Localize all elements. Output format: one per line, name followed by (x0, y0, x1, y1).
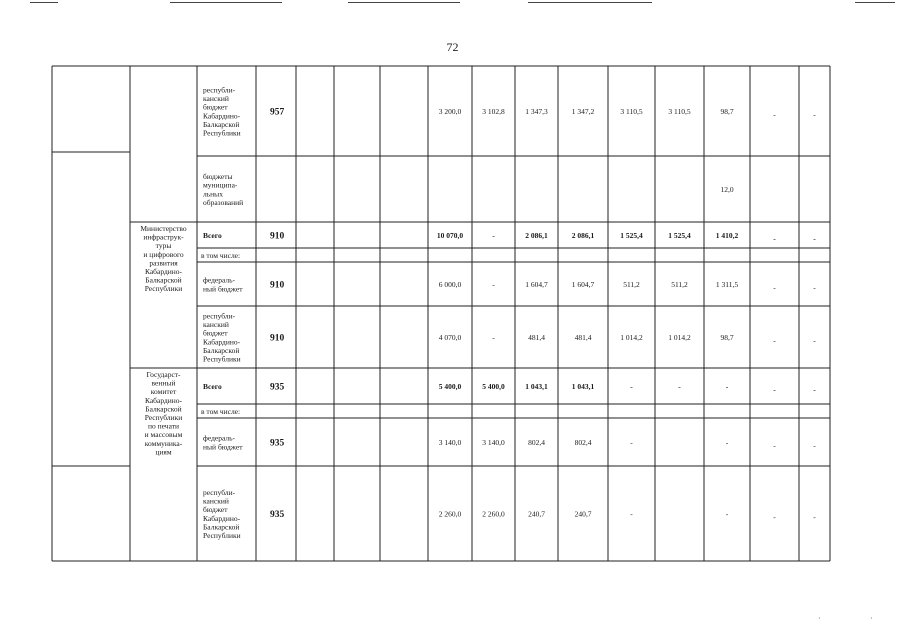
source-label: образований (203, 197, 244, 207)
organization-name: Кабардино- (144, 395, 183, 405)
amount-cell: - (813, 512, 816, 522)
source-label: Республики (203, 531, 241, 540)
amount-cell: 802,4 (528, 438, 545, 447)
amount-cell: 1 014,2 (620, 333, 643, 342)
source-label: Балкарской (203, 119, 240, 129)
amount-cell: 2 086,1 (525, 231, 548, 240)
source-label: в том числе: (201, 251, 241, 260)
amount-cell: - (492, 333, 495, 342)
source-label: Кабардино- (203, 337, 241, 347)
amount-cell: 240,7 (574, 509, 592, 519)
amount-cell: 10 070,0 (436, 231, 464, 240)
amount-cell: 98,7 (720, 333, 734, 342)
scan-mark: · (818, 614, 821, 623)
organization-name: туры (155, 241, 172, 251)
organization-name: развития (149, 258, 178, 268)
amount-cell: - (773, 441, 776, 450)
organization-name: Балкарской (145, 404, 182, 414)
source-label: республи- (203, 488, 236, 497)
amount-cell: - (813, 110, 816, 119)
amount-cell: - (630, 382, 633, 391)
amount-cell: 1 525,4 (668, 231, 691, 240)
amount-cell: - (813, 336, 816, 345)
amount-cell: - (813, 385, 816, 394)
budget-code: 935 (270, 438, 285, 449)
budget-code: 935 (270, 510, 285, 520)
amount-cell: - (725, 509, 729, 519)
amount-cell: 511,2 (671, 280, 688, 289)
amount-cell: - (725, 382, 729, 391)
amount-cell: 511,2 (623, 280, 640, 289)
source-label: канский (203, 496, 229, 506)
organization-name: Государст- (146, 370, 181, 379)
organization-name: и цифрового (143, 249, 184, 259)
amount-cell: 1 311,5 (715, 280, 739, 289)
budget-code: 910 (270, 333, 285, 344)
source-label: бюджет (203, 505, 228, 515)
organization-name: Республики (144, 284, 183, 294)
organization-name: венный (151, 378, 176, 388)
amount-cell: 3 110,5 (668, 107, 691, 116)
scan-mark: · (870, 614, 873, 623)
amount-cell: - (773, 234, 776, 243)
organization-name: Балкарской (145, 275, 182, 285)
amount-cell: - (813, 234, 816, 243)
source-label: Всего (203, 382, 222, 391)
budget-code: 910 (270, 280, 285, 291)
amount-cell: 5 400,0 (482, 382, 505, 391)
amount-cell: 1 014,2 (668, 333, 691, 342)
amount-cell: - (678, 382, 681, 391)
amount-cell: 1 043,1 (571, 382, 595, 391)
budget-code: 935 (270, 382, 285, 393)
source-label: Республики (203, 128, 241, 138)
source-label: федераль- (203, 275, 236, 285)
amount-cell: - (773, 512, 776, 522)
amount-cell: 3 102,8 (482, 107, 505, 116)
amount-cell: 481,4 (574, 333, 592, 342)
amount-cell: 240,7 (528, 509, 545, 519)
amount-cell: 6 000,0 (438, 280, 462, 289)
amount-cell: 2 260,0 (482, 509, 505, 519)
amount-cell: 802,4 (574, 438, 592, 447)
organization-name: по печати (148, 421, 179, 431)
source-label: бюджеты (203, 172, 233, 182)
amount-cell: 2 086,1 (571, 231, 595, 240)
amount-cell: 12,0 (720, 185, 734, 194)
amount-cell: 5 400,0 (438, 382, 462, 391)
amount-cell: 3 140,0 (482, 438, 505, 447)
source-label: канский (203, 94, 229, 104)
amount-cell: - (773, 283, 776, 292)
amount-cell: 3 110,5 (620, 107, 643, 116)
amount-cell: 1 410,2 (715, 231, 739, 240)
organization-name: и массовым (144, 430, 183, 440)
source-label: Балкарской (203, 345, 240, 355)
organization-name: Кабардино- (144, 267, 183, 276)
amount-cell: 1 043,1 (525, 382, 548, 391)
amount-cell: 481,4 (528, 333, 545, 342)
amount-cell: - (725, 438, 729, 447)
amount-cell: 1 347,3 (525, 107, 548, 116)
source-label: в том числе: (201, 407, 241, 416)
amount-cell: - (630, 509, 633, 519)
amount-cell: - (813, 441, 816, 450)
source-label: Кабардино- (203, 111, 241, 121)
source-label: федераль- (203, 433, 236, 443)
amount-cell: 2 260,0 (438, 509, 462, 519)
amount-cell: 1 525,4 (620, 231, 643, 240)
source-label: льных (203, 189, 223, 199)
page-number: 72 (446, 40, 459, 54)
budget-code: 910 (270, 231, 285, 242)
amount-cell: - (813, 283, 816, 292)
source-label: канский (203, 320, 229, 330)
amount-cell: 98,7 (720, 107, 734, 116)
source-label: Балкарской (203, 522, 240, 532)
source-label: муниципа- (203, 180, 238, 190)
amount-cell: - (773, 385, 776, 394)
organization-name: комитет (150, 387, 177, 397)
amount-cell: - (773, 110, 776, 119)
source-label: Республики (203, 354, 241, 364)
amount-cell: 4 070,0 (438, 333, 462, 342)
source-label: республи- (203, 311, 236, 321)
budget-code: 957 (270, 107, 285, 118)
source-label: бюджет (203, 102, 228, 112)
amount-cell: 3 200,0 (438, 107, 462, 116)
amount-cell: - (492, 280, 495, 289)
amount-cell: 1 347,2 (571, 107, 595, 116)
source-label: Кабардино- (203, 513, 241, 523)
source-label: бюджет (203, 328, 228, 338)
source-label: республи- (203, 85, 236, 95)
source-label: ный бюджет (203, 442, 243, 452)
organization-name: инфраструк- (143, 232, 184, 242)
amount-cell: - (492, 231, 495, 240)
amount-cell: - (630, 438, 633, 447)
organization-name: Республики (144, 413, 183, 422)
amount-cell: 1 604,7 (525, 280, 548, 289)
organization-name: Министерство (140, 224, 187, 233)
source-label: ный бюджет (203, 284, 243, 294)
organization-name: циям (155, 447, 172, 457)
organization-name: коммуника- (144, 438, 183, 448)
source-label: Всего (203, 231, 222, 240)
amount-cell: 1 604,7 (571, 280, 595, 289)
amount-cell: 3 140,0 (438, 438, 462, 447)
amount-cell: - (773, 336, 776, 345)
